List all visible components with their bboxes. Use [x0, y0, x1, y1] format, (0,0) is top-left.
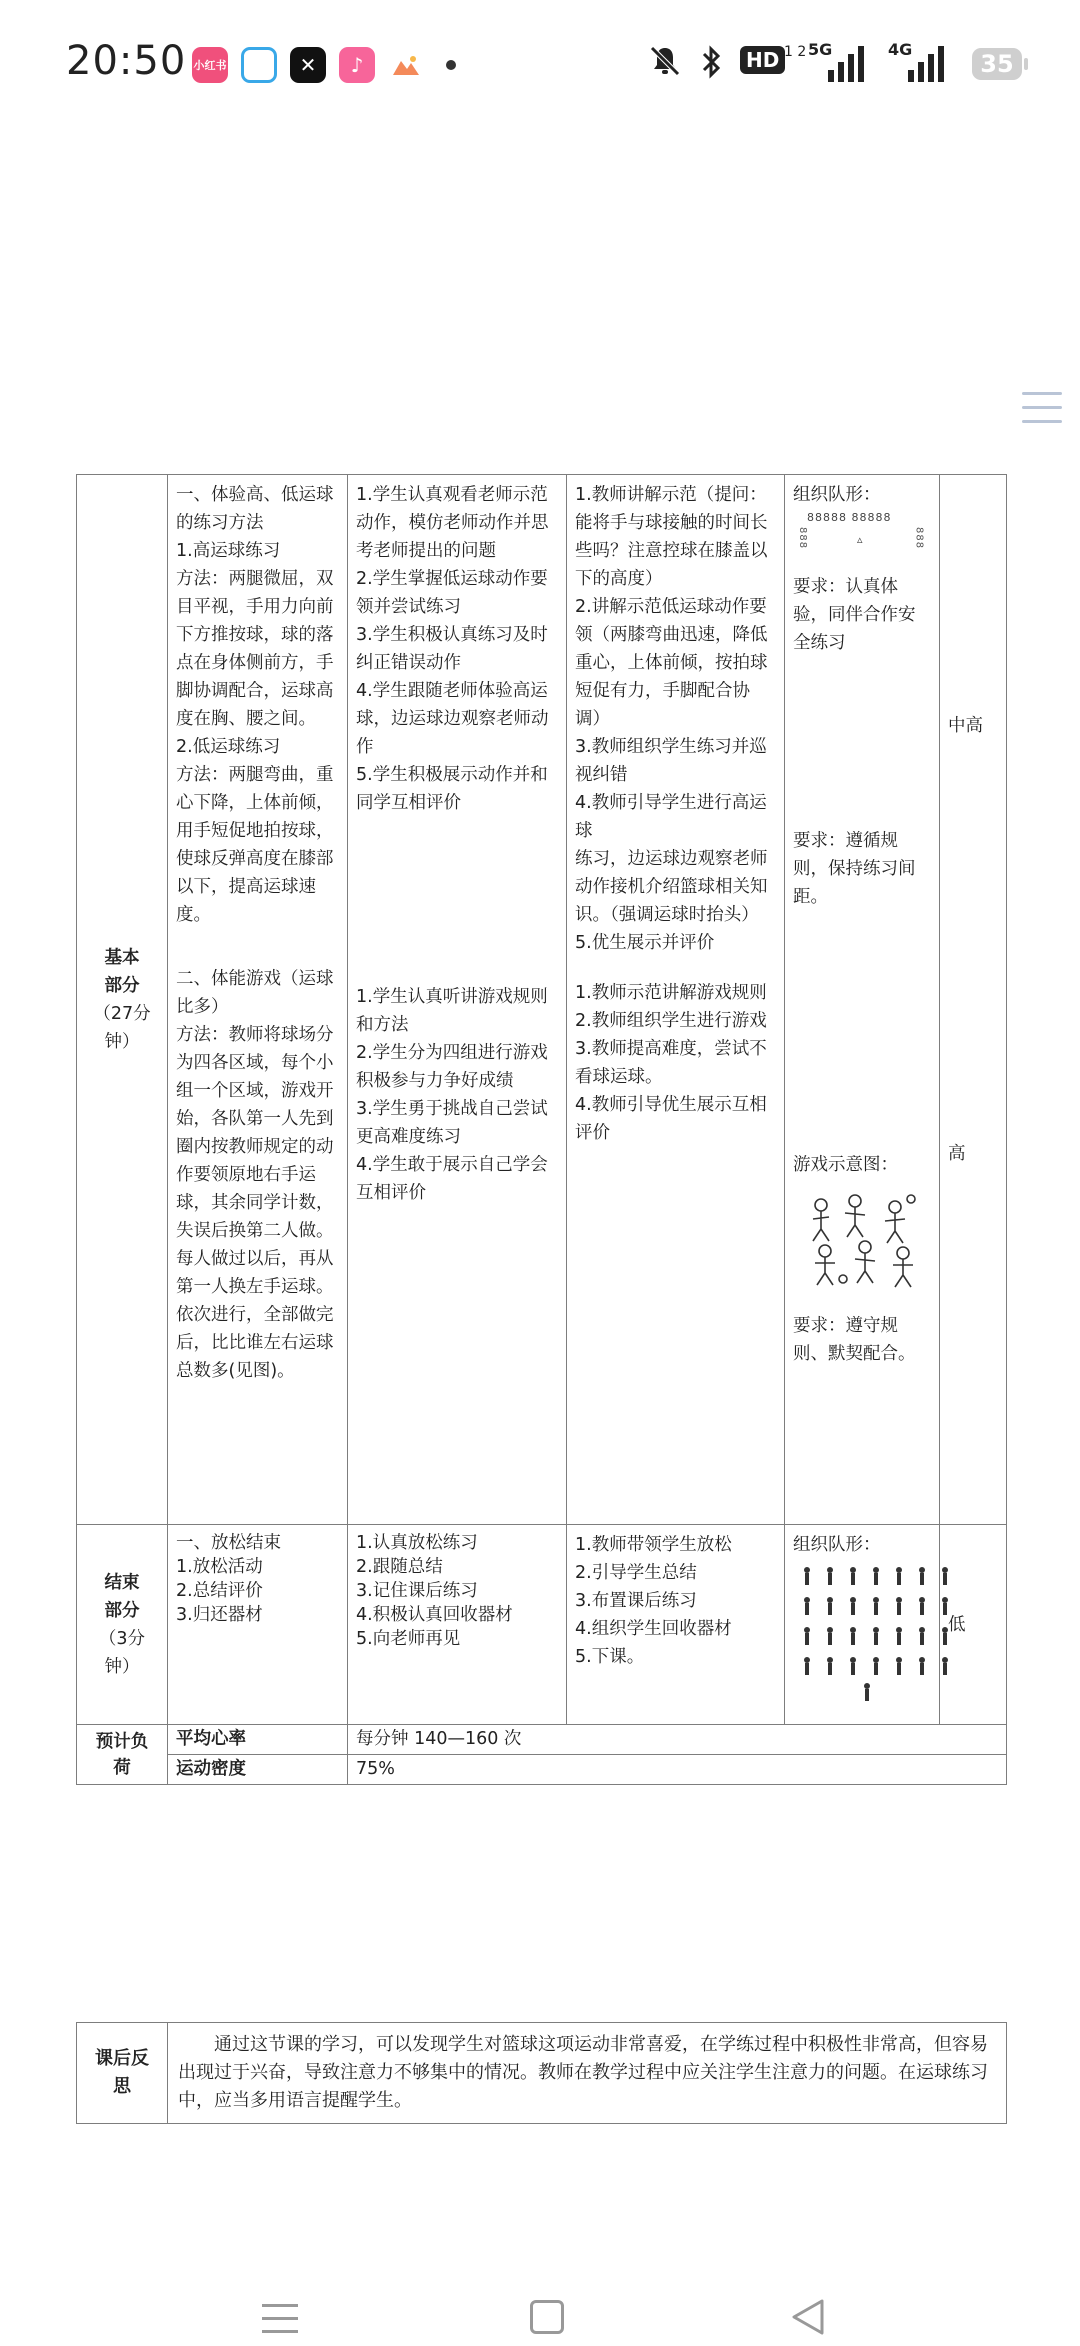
end-formation-grid: [801, 1567, 931, 1675]
student-figure-icon: [847, 1657, 859, 1675]
student-figure-icon: [893, 1567, 905, 1585]
bluetooth-icon: [700, 44, 724, 85]
end-teacher-text: 1.教师带领学生放松 2.引导学生总结 3.布置课后练习 4.组织学生回收器材 5.下课。: [575, 1535, 732, 1667]
network-4g-label: 4G: [888, 40, 913, 59]
game-illustration-icon: [799, 1191, 929, 1291]
student-figure-icon: [939, 1627, 951, 1645]
formation-right-column: 888: [913, 527, 925, 550]
student-figure-icon: [916, 1657, 928, 1675]
basic-org-label: 组织队形：: [793, 485, 881, 505]
teacher-figure-icon: [861, 1683, 873, 1701]
student-figure-icon: [893, 1597, 905, 1615]
student-figure-icon: [893, 1657, 905, 1675]
formation-top-rows: 88888 88888: [807, 511, 892, 524]
formation-left-column: 888: [797, 527, 808, 550]
student-figure-icon: [847, 1627, 859, 1645]
photo-app-icon: [388, 47, 424, 83]
capcut-app-icon: ✕: [290, 47, 326, 83]
basic-intensity-1: 中高: [948, 715, 983, 736]
load-title: 预计负荷: [95, 1731, 149, 1778]
status-bar: [0, 0, 1080, 130]
student-figure-icon: [824, 1657, 836, 1675]
basic-part-duration: （27分钟）: [93, 1003, 151, 1052]
basic-part-title: 基本部分: [104, 947, 140, 996]
recent-apps-icon[interactable]: [262, 2304, 298, 2334]
clock: 20:50: [66, 38, 187, 84]
formation-teacher-mark: ▵: [857, 533, 864, 546]
end-part-title: 结束部分: [104, 1572, 140, 1621]
basic-org-requirement-2: 要求：遵循规则，保持练习间距。: [793, 831, 916, 908]
basic-content-text-2: 二、体能游戏（运球比多） 方法：教师将球场分为四各区域，每个小组一个区域，游戏开始，各队第一人先到圈内按教师规定的动作要领原地右手运球，其余同学计数，失误后换第二人做。每人做过以后，再从第一人换左手运球。依次进行，全部做完后，比比谁左右运球总数多(见图)。: [176, 969, 334, 1381]
home-icon[interactable]: [530, 2300, 564, 2334]
student-figure-icon: [870, 1657, 882, 1675]
game-org-requirement: 要求：遵守规则、默契配合。: [793, 1316, 916, 1365]
student-figure-icon: [801, 1657, 813, 1675]
basic-org-requirement-1: 要求：认真体验，同伴合作安全练习: [793, 577, 916, 654]
reader-menu-handle-icon[interactable]: [1022, 392, 1062, 432]
student-figure-icon: [893, 1627, 905, 1645]
student-figure-icon: [824, 1567, 836, 1585]
basic-content-text-1: 一、体验高、低运球的练习方法 1.高运球练习 方法：两腿微屈，双目平视，手用力向前下方推按球，球的落点在身体侧前方，手脚协调配合，运球高度在胸、腰之间。 2.低运球练习 方法：两腿弯曲，重心下降，上体前倾，用手短促地拍按球，使球反弹高度在膝部以下，提高运球速度。: [176, 485, 334, 925]
load-hr-row: [77, 1725, 1007, 1755]
end-part-cell: [77, 1525, 168, 1725]
basic-teacher-text-1: 1.教师讲解示范（提问：能将手与球接触的时间长些吗？注意控球在膝盖以下的高度） 2.讲解示范低运球动作要领（两膝弯曲迅速，降低重心，上体前倾，按拍球短促有力，手脚配合协调） 3.教师组织学生练习并巡视纠错 4.教师引导学生进行高运球 练习，边运球边观察老师动作接机介绍篮球相关知识。（强调运球时抬头） 5.优生展示并评价: [575, 485, 768, 953]
more-notifications-dot-icon: [446, 60, 456, 70]
student-figure-icon: [939, 1597, 951, 1615]
end-content-cell: [168, 1525, 348, 1725]
battery-icon: 35: [972, 48, 1022, 80]
basic-teacher-text-2: 1.教师示范讲解游戏规则 2.教师组织学生进行游戏 3.教师提高难度，尝试不看球运球。 4.教师引导优生展示互相评价: [575, 983, 767, 1143]
student-figure-icon: [847, 1567, 859, 1585]
browser-app-icon: [241, 47, 277, 83]
end-organization-cell: [785, 1525, 940, 1725]
game-diagram-label: 游戏示意图：: [793, 1155, 898, 1176]
end-student-text: 1.认真放松练习 2.跟随总结 3.记住课后练习 4.积极认真回收器材 5.向老师再见: [356, 1533, 513, 1649]
density-value: 75%: [348, 1755, 1007, 1785]
student-figure-icon: [801, 1627, 813, 1645]
end-student-cell: [348, 1525, 567, 1725]
end-org-label: 组织队形：: [793, 1535, 881, 1555]
basic-teacher-cell: [567, 475, 785, 1525]
student-figure-icon: [916, 1567, 928, 1585]
load-title-cell: [77, 1725, 168, 1785]
reflection-title: 课后反思: [95, 2048, 149, 2097]
student-figure-icon: [870, 1627, 882, 1645]
hd-voice-icon: HD: [740, 46, 785, 74]
student-figure-icon: [801, 1567, 813, 1585]
basic-formation-diagram: [797, 511, 931, 549]
load-density-row: [77, 1755, 1007, 1785]
end-intensity: 低: [948, 1614, 966, 1635]
reflection-table: [76, 2022, 1007, 2124]
heart-rate-label: 平均心率: [168, 1725, 348, 1755]
student-figure-icon: [801, 1597, 813, 1615]
basic-organization-cell: [785, 475, 940, 1525]
reflection-text: 通过这节课的学习，可以发现学生对篮球这项运动非常喜爱，在学练过程中积极性非常高，但容易出现过于兴奋，导致注意力不够集中的情况。教师在教学过程中应关注学生注意力的问题。在运球练习中，应当多用语言提醒学生。: [168, 2023, 1007, 2124]
basic-student-text-1: 1.学生认真观看老师示范动作，模仿老师动作并思考老师提出的问题 2.学生掌握低运球动作要领并尝试练习 3.学生积极认真练习及时纠正错误动作 4.学生跟随老师体验高运球，边运球边观察老师动作 5.学生积极展示动作并和同学互相评价: [356, 485, 549, 813]
signal-strength-2-icon: [908, 46, 944, 82]
signal-strength-1-icon: [828, 46, 864, 82]
student-figure-icon: [916, 1597, 928, 1615]
basic-part-row: [77, 475, 1007, 1525]
student-figure-icon: [916, 1627, 928, 1645]
end-content-text: 一、放松结束 1.放松活动 2.总结评价 3.归还器材: [176, 1533, 281, 1625]
student-figure-icon: [870, 1567, 882, 1585]
back-icon[interactable]: [790, 2298, 826, 2336]
basic-intensity-cell: [940, 475, 1007, 1525]
basic-content-cell: [168, 475, 348, 1525]
reflection-title-cell: [77, 2023, 168, 2124]
hd-sim-label: 1 2: [784, 44, 807, 60]
student-figure-icon: [824, 1597, 836, 1615]
student-figure-icon: [939, 1567, 951, 1585]
student-figure-icon: [939, 1657, 951, 1675]
basic-part-cell: [77, 475, 168, 1525]
music-app-icon: ♪: [339, 47, 375, 83]
heart-rate-value: 每分钟 140—160 次: [348, 1725, 1007, 1755]
end-part-duration: （3分钟）: [98, 1628, 146, 1677]
end-teacher-cell: [567, 1525, 785, 1725]
xiaohongshu-app-icon: 小红书: [192, 47, 228, 83]
basic-student-text-2: 1.学生认真听讲游戏规则和方法 2.学生分为四组进行游戏积极参与力争好成绩 3.学生勇于挑战自己尝试更高难度练习 4.学生敢于展示自己学会互相评价: [356, 987, 548, 1203]
student-figure-icon: [847, 1597, 859, 1615]
basic-student-cell: [348, 475, 567, 1525]
student-figure-icon: [824, 1627, 836, 1645]
end-part-row: [77, 1525, 1007, 1725]
end-intensity-cell: [940, 1525, 1007, 1725]
basic-intensity-2: 高: [948, 1143, 966, 1164]
mute-bell-icon: [648, 44, 682, 83]
system-nav-bar: [0, 2290, 1080, 2346]
student-figure-icon: [870, 1597, 882, 1615]
density-label: 运动密度: [168, 1755, 348, 1785]
lesson-plan-table: [76, 474, 1007, 1785]
network-5g-label: 5G: [808, 40, 833, 59]
